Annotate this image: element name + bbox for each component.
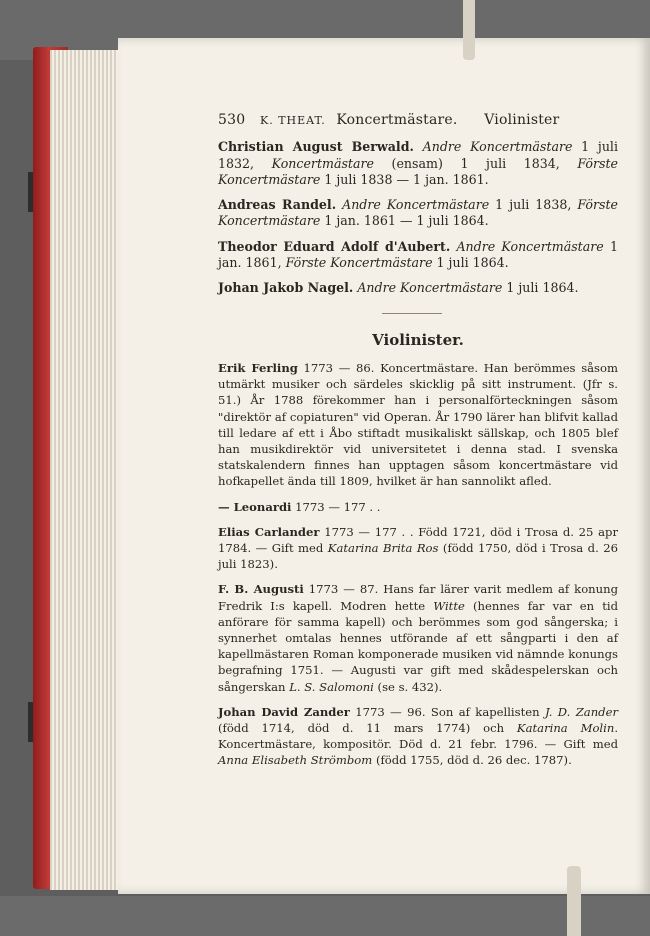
clip-top xyxy=(463,0,475,60)
entry-name: Christian August Berwald. xyxy=(218,139,414,155)
entry-text: 1 juli 1838, xyxy=(489,197,578,213)
entry-text: 1773 — 86. Koncertmästare. Han berömmes såsom utmärkt musiker och särdeles skicklig på sitt instrument. (Jfr s. 51.) År 1788 förekommer han i personalförteckningen såsom "direktör af copiaturen" vid Operan. År 1790 lärer han blifvit kallad till ledare af ett i Åbo stiftadt musikaliskt sällskap, och 1805 blef han musikdirektör vid universitetet i denna stad. I svenska statskalendern finnes han upptagen såsom koncertmästare vid hofkapellet ända till 1809, hvilket är han sannolikt afled. xyxy=(218,360,618,489)
entry-name: Erik Ferling xyxy=(218,360,298,375)
section-title: Violinister. xyxy=(372,330,464,349)
entry-item xyxy=(218,499,618,515)
entry-italic-text: J. D. Zander xyxy=(544,704,618,719)
entry-text: (ensam) 1 juli 1834, xyxy=(373,155,578,171)
entry-item xyxy=(218,239,618,272)
entry-italic-text: Anna Elisabeth Strömbom xyxy=(218,753,373,768)
entry-text: 1773 — 177 . . Född 1721, död i Trosa d. 25 apr 1784. — Gift med xyxy=(218,524,618,555)
entry-italic-text: Förste Koncertmästare xyxy=(218,197,618,229)
entry-item xyxy=(218,581,618,694)
entry-text: 1773 — 96. Son af kapellisten xyxy=(349,704,545,719)
entry-italic-text: Witte xyxy=(433,598,465,613)
entry-text: 1 juli 1864. xyxy=(502,280,579,296)
entry-italic-text: Koncertmästare xyxy=(271,155,374,171)
entry-text: 1 juli 1832, xyxy=(218,139,618,171)
entry-name: Johan David Zander xyxy=(218,704,350,719)
entry-item xyxy=(218,524,618,573)
page-number: 530 xyxy=(218,112,246,128)
entry-text: (född 1755, död d. 26 dec. 1787). xyxy=(372,753,572,768)
entry-italic-text: Andre Koncertmästare xyxy=(450,238,604,254)
entry-item xyxy=(218,360,618,490)
entry-italic-text: Förste Koncertmästare xyxy=(285,255,433,271)
clip-bottom xyxy=(567,866,581,936)
entry-item xyxy=(218,280,618,296)
entry-text: (hennes far var en tid anförare för samma kapell) och berömmes som god sångerska; i synnerhet omtalas hennes utförande af ett sångparti i den af kapellmästaren Roman komponerade musiken vid nämnde konungs begrafning 1751. — Augusti var gift med skådespelerskan och sångerskan xyxy=(218,598,619,694)
entry-item xyxy=(218,139,618,188)
violinist-list xyxy=(218,360,618,769)
entry-name: Andreas Randel. xyxy=(218,197,337,213)
entry-name: Elias Carlander xyxy=(218,524,320,539)
entry-name: F. B. Augusti xyxy=(218,582,304,597)
entry-italic-text: Katarina Molin xyxy=(516,721,615,736)
entry-text: 1 jan. 1861, xyxy=(218,238,618,271)
entry-text: 1 jan. 1861 — 1 juli 1864. xyxy=(320,213,489,229)
header-section: Koncertmästare. xyxy=(336,112,458,128)
entry-text: 1 juli 1838 — 1 jan. 1861. xyxy=(320,171,489,187)
scanner-mark-top xyxy=(28,172,33,212)
entry-italic-text: Förste Koncertmästare xyxy=(218,155,618,187)
entry-text: (se s. 432). xyxy=(373,679,443,694)
running-header xyxy=(218,112,618,129)
section-divider xyxy=(382,313,442,314)
header-topic: Violinister xyxy=(484,112,560,128)
entry-name: — Leonardi xyxy=(218,499,292,514)
entry-item xyxy=(218,704,618,769)
entry-text: 1 juli 1864. xyxy=(432,255,509,271)
entry-italic-text: Andre Koncertmästare xyxy=(413,139,573,155)
background-bottom xyxy=(0,896,650,936)
page-content xyxy=(218,112,618,778)
entry-text: (född 1714, död d. 11 mars 1774) och xyxy=(218,721,517,736)
header-abbrev: K. THEAT. xyxy=(259,114,326,127)
entry-italic-text: L. S. Salomoni xyxy=(289,679,374,694)
entry-text: . Koncertmästare, kompositör. Död d. 21 febr. 1796. — Gift med xyxy=(218,721,618,752)
entry-name: Johan Jakob Nagel. xyxy=(218,280,354,296)
entry-italic-text: Andre Koncertmästare xyxy=(336,197,490,213)
koncertmastare-list xyxy=(218,139,618,296)
entry-italic-text: Andre Koncertmästare xyxy=(353,280,503,296)
entry-italic-text: Katarina Brita Ros xyxy=(327,541,439,555)
entry-item xyxy=(218,197,618,230)
scanner-mark-bottom xyxy=(28,702,33,742)
entry-text: 1773 — 177 . . xyxy=(291,499,381,514)
entry-name: Theodor Eduard Adolf d'Aubert. xyxy=(218,238,451,254)
entry-text: 1773 — 87. Hans far lärer varit medlem af konung Fredrik I:s kapell. Modren hette xyxy=(218,582,618,613)
entry-text: (född 1750, död i Trosa d. 26 juli 1823). xyxy=(218,541,618,572)
